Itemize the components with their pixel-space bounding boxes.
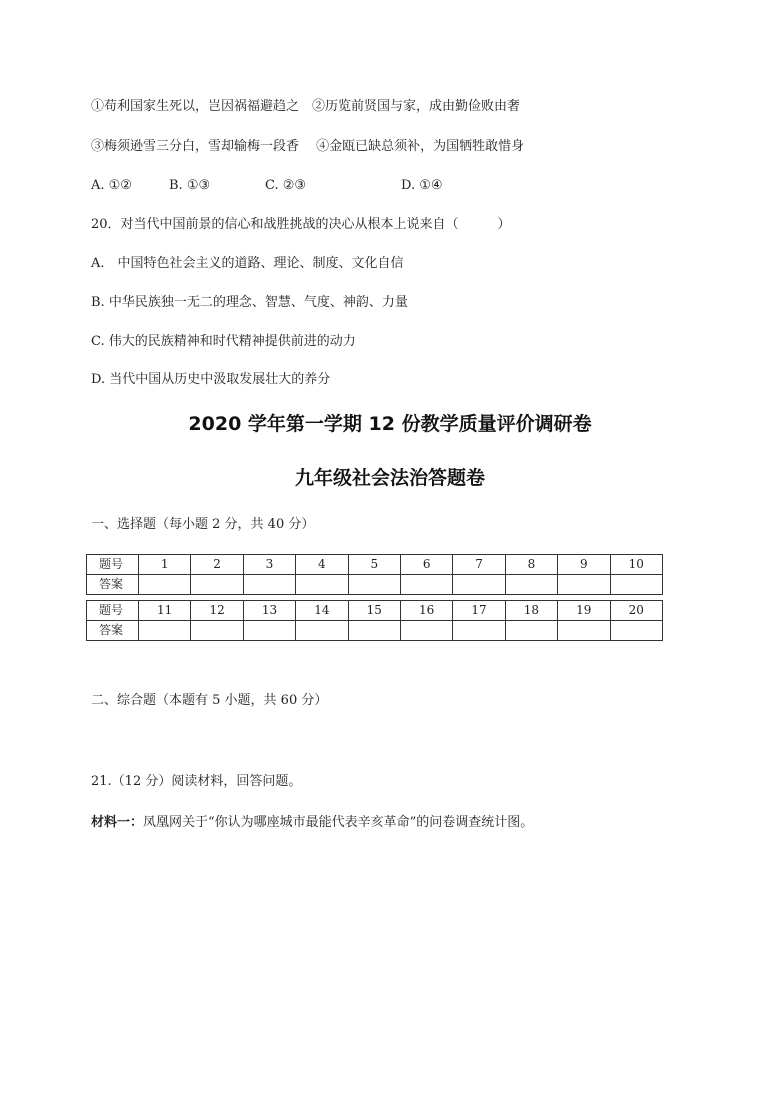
answer-cell[interactable] [296,621,348,641]
answer-cell[interactable] [348,575,400,595]
answer-cell[interactable] [558,621,610,641]
question-number-cell: 11 [139,601,191,621]
choice-b: B. ①③ [169,178,211,193]
question-number-cell: 6 [400,555,452,575]
question-20-option-d: D. 当代中国从历史中汲取发展壮大的养分 [91,372,331,387]
answer-cell[interactable] [191,621,243,641]
answer-cell[interactable] [400,621,452,641]
answer-cell[interactable] [505,621,557,641]
question-number-cell: 13 [243,601,295,621]
question-number-cell: 20 [610,601,662,621]
choice-a: A. ①② [91,178,132,193]
answer-cell[interactable] [296,575,348,595]
answer-table-2 [86,600,663,641]
material-label: 材料一： [91,815,144,830]
question-number-cell: 19 [558,601,610,621]
answer-cell[interactable] [610,575,662,595]
question-number-cell: 7 [453,555,505,575]
question-number-cell: 15 [348,601,400,621]
answer-cell[interactable] [453,575,505,595]
table-row-numbers [87,601,663,621]
question-number-cell: 14 [296,601,348,621]
row-label-answer: 答案 [87,575,139,595]
question-number-cell: 16 [400,601,452,621]
question-20-option-b: B. 中华民族独一无二的理念、智慧、气度、神韵、力量 [91,295,408,310]
answer-cell[interactable] [348,621,400,641]
answer-cell[interactable] [243,575,295,595]
section-1-heading: 一、选择题（每小题 2 分，共 40 分） [91,517,315,532]
question-20-option-a: A. 中国特色社会主义的道路、理论、制度、文化自信 [91,256,404,271]
question-number-cell: 10 [610,555,662,575]
choice-row [91,177,443,195]
answer-cell[interactable] [505,575,557,595]
answer-cell[interactable] [139,621,191,641]
question-number-cell: 17 [453,601,505,621]
question-number-cell: 9 [558,555,610,575]
question-number-cell: 12 [191,601,243,621]
question-21-material [91,814,533,832]
question-20-option-c: C. 伟大的民族精神和时代精神提供前进的动力 [91,334,356,349]
question-number-cell: 8 [505,555,557,575]
section-2-heading: 二、综合题（本题有 5 小题，共 60 分） [91,693,328,708]
question-number-cell: 2 [191,555,243,575]
table-row-numbers [87,555,663,575]
answer-cell[interactable] [400,575,452,595]
answer-cell[interactable] [558,575,610,595]
question-21-stem: 21.（12 分）阅读材料，回答问题。 [91,774,302,789]
answer-cell[interactable] [191,575,243,595]
answer-sheet-title: 九年级社会法治答题卷 [294,467,485,489]
row-label-answer: 答案 [87,621,139,641]
table-row-answers [87,621,663,641]
question-number-cell: 3 [243,555,295,575]
answer-cell[interactable] [139,575,191,595]
answer-table-1 [86,554,663,595]
choice-c: C. ②③ [265,178,307,193]
option-line-2: ③梅须逊雪三分白，雪却输梅一段香 ④金瓯已缺总须补，为国牺牲敢惜身 [91,139,525,154]
exam-title: 2020 学年第一学期 12 份教学质量评价调研卷 [188,413,592,435]
question-number-cell: 1 [139,555,191,575]
question-20-stem: 20．对当代中国前景的信心和战胜挑战的决心从根本上说来自（ ） [91,217,511,232]
answer-cell[interactable] [610,621,662,641]
question-number-cell: 18 [505,601,557,621]
row-label-number: 题号 [87,601,139,621]
question-number-cell: 4 [296,555,348,575]
row-label-number: 题号 [87,555,139,575]
material-text: 凤凰网关于“你认为哪座城市最能代表辛亥革命”的问卷调查统计图。 [143,815,534,830]
option-line-1: ①苟利国家生死以，岂因祸福避趋之 ②历览前贤国与家，成由勤俭败由奢 [91,99,521,114]
choice-d: D. ①④ [401,178,443,193]
question-number-cell: 5 [348,555,400,575]
answer-cell[interactable] [453,621,505,641]
answer-cell[interactable] [243,621,295,641]
table-row-answers [87,575,663,595]
